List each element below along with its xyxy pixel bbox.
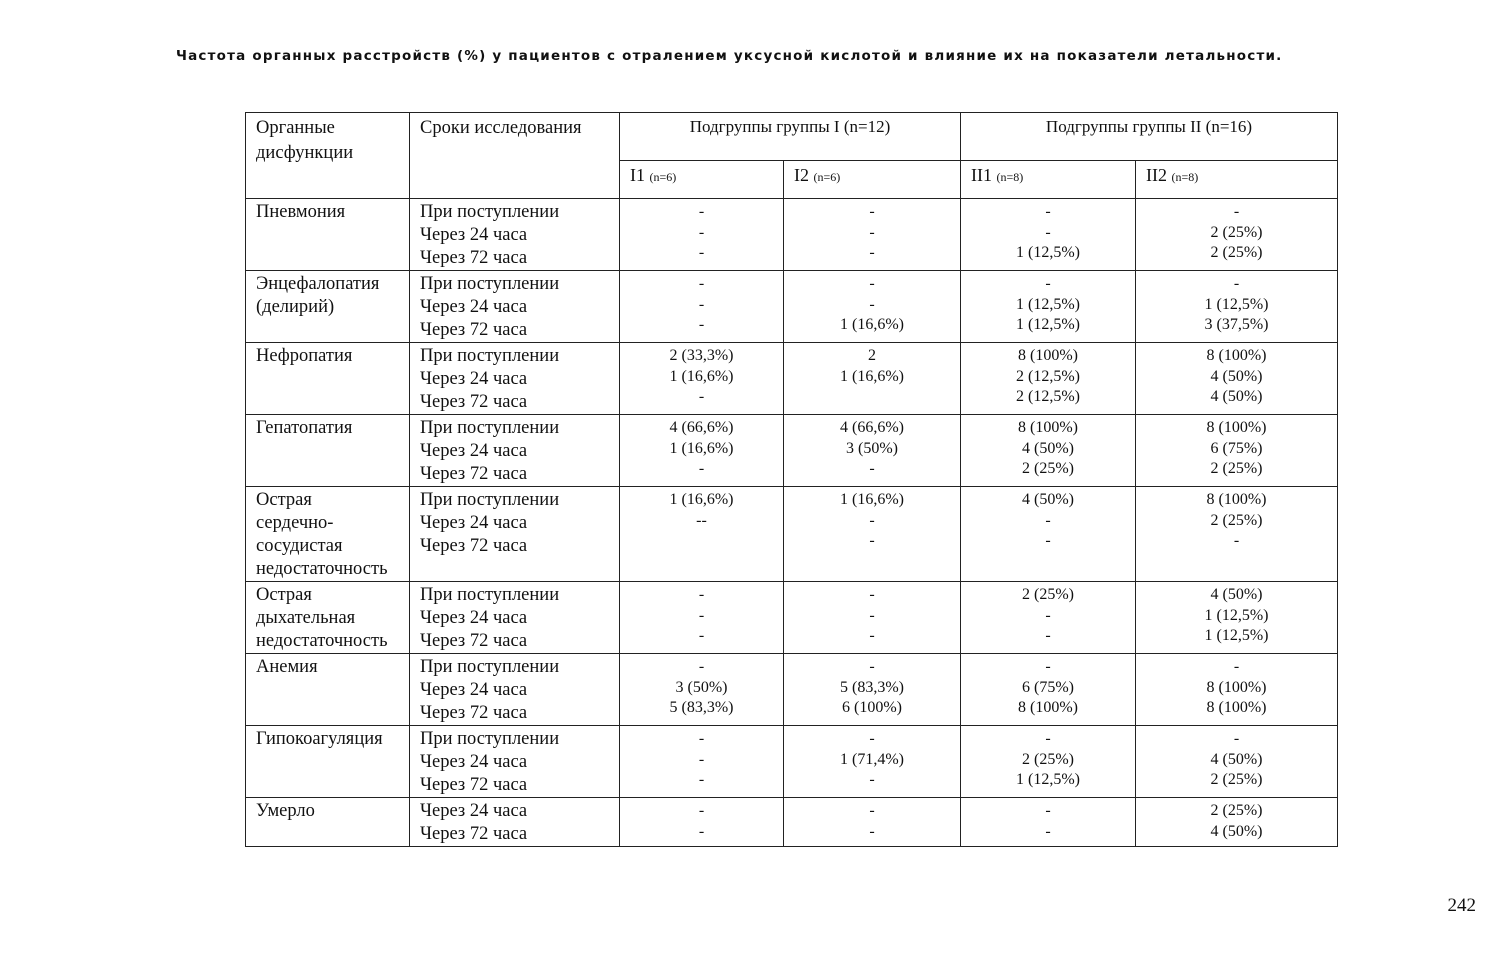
organ-label: сосудистая (256, 536, 343, 556)
cell-value: 1 (16,6%) (669, 367, 734, 385)
cell-value: - (869, 244, 875, 261)
subgroup-name: II2 (1146, 165, 1167, 185)
table-row (246, 271, 1338, 343)
cell-value: 4 (50%) (1210, 586, 1263, 603)
cell-value: - (1045, 532, 1051, 549)
organ-cell (246, 487, 410, 582)
organ-cell (246, 199, 410, 271)
cell-value: - (869, 295, 875, 313)
term-label: Через 24 часа (420, 441, 528, 461)
table-row (246, 487, 1338, 582)
organ-cell (246, 582, 410, 654)
cell-value: - (698, 802, 705, 819)
terms-cell (410, 487, 620, 582)
value-cell (1136, 199, 1338, 271)
cell-value: - (1233, 658, 1240, 675)
term-label: Через 72 часа (420, 824, 528, 844)
cell-value: 8 (100%) (1018, 419, 1078, 436)
value-cell (1136, 798, 1338, 847)
value-cell (961, 487, 1136, 582)
value-cell (1136, 271, 1338, 343)
cell-value: 4 (50%) (1210, 750, 1263, 768)
value-cell (620, 726, 784, 798)
organ-label: дыхательная (256, 608, 356, 628)
organ-cell (246, 798, 410, 847)
organ-cell (246, 726, 410, 798)
terms-cell (410, 415, 620, 487)
cell-value: 1 (16,6%) (840, 491, 904, 508)
terms-cell (410, 199, 620, 271)
cell-value: 1 (12,5%) (1016, 316, 1080, 333)
cell-value: 5 (83,3%) (669, 699, 734, 716)
organ-cell (246, 343, 410, 415)
cell-value: 8 (100%) (1018, 699, 1078, 716)
value-cell (620, 654, 784, 726)
organ-label: Острая (256, 585, 312, 605)
value-cell (1136, 343, 1338, 415)
cell-value: - (1045, 223, 1051, 241)
cell-value: - (869, 275, 875, 292)
cell-value: 3 (37,5%) (1204, 316, 1269, 333)
cell-value: 8 (100%) (1206, 419, 1267, 436)
cell-value: - (869, 606, 875, 624)
cell-value: 1 (16,6%) (840, 367, 904, 385)
term-label: При поступлении (420, 346, 560, 366)
organ-label: недостаточность (256, 559, 388, 579)
cell-value: 1 (12,5%) (1016, 295, 1080, 313)
term-label: Через 72 часа (420, 703, 528, 723)
cell-value: 2 (25%) (1210, 223, 1263, 241)
cell-value: 3 (50%) (846, 439, 898, 457)
cell-value: 3 (50%) (675, 678, 728, 696)
value-cell (961, 798, 1136, 847)
cell-value: 5 (83,3%) (840, 678, 904, 696)
cell-value: - (1045, 606, 1051, 624)
value-cell (961, 199, 1136, 271)
term-label: Через 24 часа (420, 752, 528, 772)
cell-value: 1 (16,6%) (669, 439, 734, 457)
cell-value: - (1045, 627, 1051, 644)
organ-label: Пневмония (256, 202, 346, 222)
cell-value: - (698, 627, 705, 644)
cell-value: - (869, 223, 875, 241)
cell-value: - (869, 532, 875, 549)
cell-value: - (698, 316, 705, 333)
organ-label: Гипокоагуляция (256, 729, 383, 749)
term-label: Через 24 часа (420, 369, 528, 389)
subgroup-n: (n=8) (996, 170, 1024, 184)
cell-value: 4 (50%) (1210, 388, 1263, 405)
cell-value: 2 (33,3%) (669, 347, 734, 364)
cell-value: 6 (75%) (1022, 678, 1074, 696)
value-cell (1136, 654, 1338, 726)
cell-value: - (698, 295, 705, 313)
header-organ: Органные дисфункции (246, 113, 410, 199)
value-cell (961, 271, 1136, 343)
cell-value: - (698, 244, 705, 261)
terms-cell (410, 582, 620, 654)
term-label: Через 72 часа (420, 775, 528, 795)
cell-value: 1 (12,5%) (1204, 627, 1269, 644)
subgroup-n: (n=6) (649, 170, 677, 184)
cell-value: - (698, 223, 705, 241)
value-cell (784, 798, 961, 847)
table-row (246, 798, 1338, 847)
cell-value: 4 (50%) (1210, 367, 1263, 385)
value-cell (784, 726, 961, 798)
cell-value: 4 (66,6%) (840, 419, 904, 436)
cell-value: - (1045, 203, 1051, 220)
value-cell (784, 415, 961, 487)
cell-value: 1 (71,4%) (840, 750, 904, 768)
table-row (246, 199, 1338, 271)
term-label: Через 24 часа (420, 608, 528, 628)
header-terms: Сроки исследования (410, 113, 620, 199)
terms-cell (410, 726, 620, 798)
terms-cell (410, 654, 620, 726)
organ-label: Нефропатия (256, 346, 353, 366)
cell-value: 1 (12,5%) (1016, 244, 1080, 261)
term-label: Через 24 часа (420, 297, 528, 317)
organ-label: Гепатопатия (256, 418, 353, 438)
cell-value: 2 (25%) (1210, 802, 1263, 819)
cell-value: - (1045, 511, 1051, 529)
cell-value: 2 (868, 347, 876, 364)
cell-value: 6 (100%) (842, 699, 902, 716)
cell-value: 2 (25%) (1022, 460, 1074, 477)
term-label: При поступлении (420, 585, 560, 605)
cell-value: - (1045, 730, 1051, 747)
term-label: Через 24 часа (420, 680, 528, 700)
organ-label: Острая (256, 490, 312, 510)
subgroup-ii2 (1136, 161, 1338, 199)
term-label: Через 24 часа (420, 513, 528, 533)
cell-value: - (869, 730, 875, 747)
cell-value: - (698, 658, 705, 675)
header-group-1: Подгруппы группы I (n=12) (620, 113, 961, 161)
value-cell (620, 487, 784, 582)
cell-value: - (698, 730, 705, 747)
term-label: Через 24 часа (420, 225, 528, 245)
cell-value: 4 (50%) (1022, 439, 1074, 457)
cell-value: - (869, 460, 875, 477)
table-row (246, 343, 1338, 415)
cell-value: - (869, 627, 875, 644)
page-number: 242 (1447, 895, 1476, 916)
cell-value: 1 (16,6%) (840, 316, 904, 333)
term-label: Через 72 часа (420, 392, 528, 412)
header-group-2: Подгруппы группы II (n=16) (961, 113, 1338, 161)
value-cell (1136, 582, 1338, 654)
value-cell (620, 415, 784, 487)
subgroup-name: I2 (794, 165, 809, 185)
value-cell (1136, 487, 1338, 582)
terms-cell (410, 271, 620, 343)
terms-cell (410, 343, 620, 415)
value-cell (784, 343, 961, 415)
organ-cell (246, 654, 410, 726)
cell-value: - (698, 822, 705, 840)
table-row (246, 726, 1338, 798)
cell-value: - (869, 771, 875, 788)
subgroup-n: (n=8) (1171, 170, 1199, 184)
term-label: При поступлении (420, 729, 560, 749)
cell-value: - (1045, 658, 1051, 675)
value-cell (1136, 726, 1338, 798)
organ-cell (246, 415, 410, 487)
value-cell (961, 343, 1136, 415)
organ-label: Анемия (256, 657, 318, 677)
cell-value: 8 (100%) (1206, 347, 1267, 364)
value-cell (620, 271, 784, 343)
cell-value: - (1233, 730, 1240, 747)
value-cell (620, 199, 784, 271)
cell-value: 4 (50%) (1022, 491, 1074, 508)
cell-value: - (698, 771, 705, 788)
cell-value: 2 (12,5%) (1016, 388, 1080, 405)
cell-value: - (1233, 203, 1240, 220)
table-row (246, 582, 1338, 654)
cell-value: - (698, 606, 705, 624)
cell-value: - (1045, 822, 1051, 840)
term-label: При поступлении (420, 657, 560, 677)
cell-value: - (698, 586, 705, 603)
term-label: Через 72 часа (420, 631, 528, 651)
organ-cell (246, 271, 410, 343)
terms-cell (410, 798, 620, 847)
cell-value: 1 (12,5%) (1204, 295, 1269, 313)
cell-value: 1 (16,6%) (669, 491, 734, 508)
cell-value: 1 (12,5%) (1204, 606, 1269, 624)
value-cell (784, 271, 961, 343)
value-cell (620, 343, 784, 415)
cell-value: - (698, 460, 705, 477)
cell-value: 2 (25%) (1210, 771, 1263, 788)
value-cell (1136, 415, 1338, 487)
subgroup-name: I1 (630, 165, 645, 185)
value-cell (620, 798, 784, 847)
value-cell (784, 582, 961, 654)
cell-value: -- (696, 511, 707, 529)
cell-value: - (1233, 532, 1240, 549)
cell-value: - (698, 275, 705, 292)
cell-value: - (869, 802, 875, 819)
term-label: При поступлении (420, 202, 560, 222)
cell-value: - (698, 203, 705, 220)
term-label: Через 24 часа (420, 801, 528, 821)
cell-value: 2 (25%) (1022, 586, 1074, 603)
table-row (246, 654, 1338, 726)
organ-label: недостаточность (256, 631, 388, 651)
cell-value: - (1045, 275, 1051, 292)
table-row (246, 415, 1338, 487)
term-label: Через 72 часа (420, 464, 528, 484)
cell-value: - (698, 388, 705, 405)
value-cell (620, 582, 784, 654)
value-cell (961, 726, 1136, 798)
subgroup-name: II1 (971, 165, 992, 185)
subgroup-i2 (784, 161, 961, 199)
cell-value: - (869, 203, 875, 220)
cell-value: 8 (100%) (1206, 491, 1267, 508)
table-caption: Частота органных расстройств (%) у пациентов с отралением уксусной кислотой и влияние их на показатели летальности. (176, 48, 1283, 64)
cell-value: 8 (100%) (1206, 699, 1267, 716)
organ-label: (делирий) (256, 297, 335, 317)
cell-value: - (869, 822, 875, 840)
cell-value: - (869, 586, 875, 603)
cell-value: 2 (12,5%) (1016, 367, 1080, 385)
cell-value: 6 (75%) (1210, 439, 1263, 457)
value-cell (961, 654, 1136, 726)
organ-label: сердечно- (256, 513, 334, 533)
cell-value: 2 (25%) (1210, 511, 1263, 529)
cell-value: 8 (100%) (1018, 347, 1078, 364)
organ-label: Энцефалопатия (256, 274, 380, 294)
cell-value: 1 (12,5%) (1016, 771, 1080, 788)
value-cell (961, 415, 1136, 487)
subgroup-n: (n=6) (813, 170, 841, 184)
value-cell (784, 654, 961, 726)
cell-value: 2 (25%) (1210, 460, 1263, 477)
value-cell (784, 487, 961, 582)
cell-value: - (1045, 802, 1051, 819)
cell-value: 4 (66,6%) (669, 419, 734, 436)
cell-value: 8 (100%) (1206, 678, 1267, 696)
cell-value: 2 (25%) (1210, 244, 1263, 261)
term-label: Через 72 часа (420, 536, 528, 556)
organ-label: Умерло (256, 801, 315, 821)
organ-dysfunction-table (245, 112, 1338, 847)
cell-value: - (1233, 275, 1240, 292)
cell-value: 4 (50%) (1210, 822, 1263, 840)
cell-value: - (869, 658, 875, 675)
subgroup-i1 (620, 161, 784, 199)
subgroup-ii1 (961, 161, 1136, 199)
cell-value: 2 (25%) (1022, 750, 1074, 768)
header-row (246, 113, 1338, 161)
term-label: Через 72 часа (420, 248, 528, 268)
term-label: При поступлении (420, 418, 560, 438)
value-cell (784, 199, 961, 271)
term-label: При поступлении (420, 274, 560, 294)
cell-value: - (869, 511, 875, 529)
cell-value: - (698, 750, 705, 768)
term-label: При поступлении (420, 490, 560, 510)
value-cell (961, 582, 1136, 654)
term-label: Через 72 часа (420, 320, 528, 340)
